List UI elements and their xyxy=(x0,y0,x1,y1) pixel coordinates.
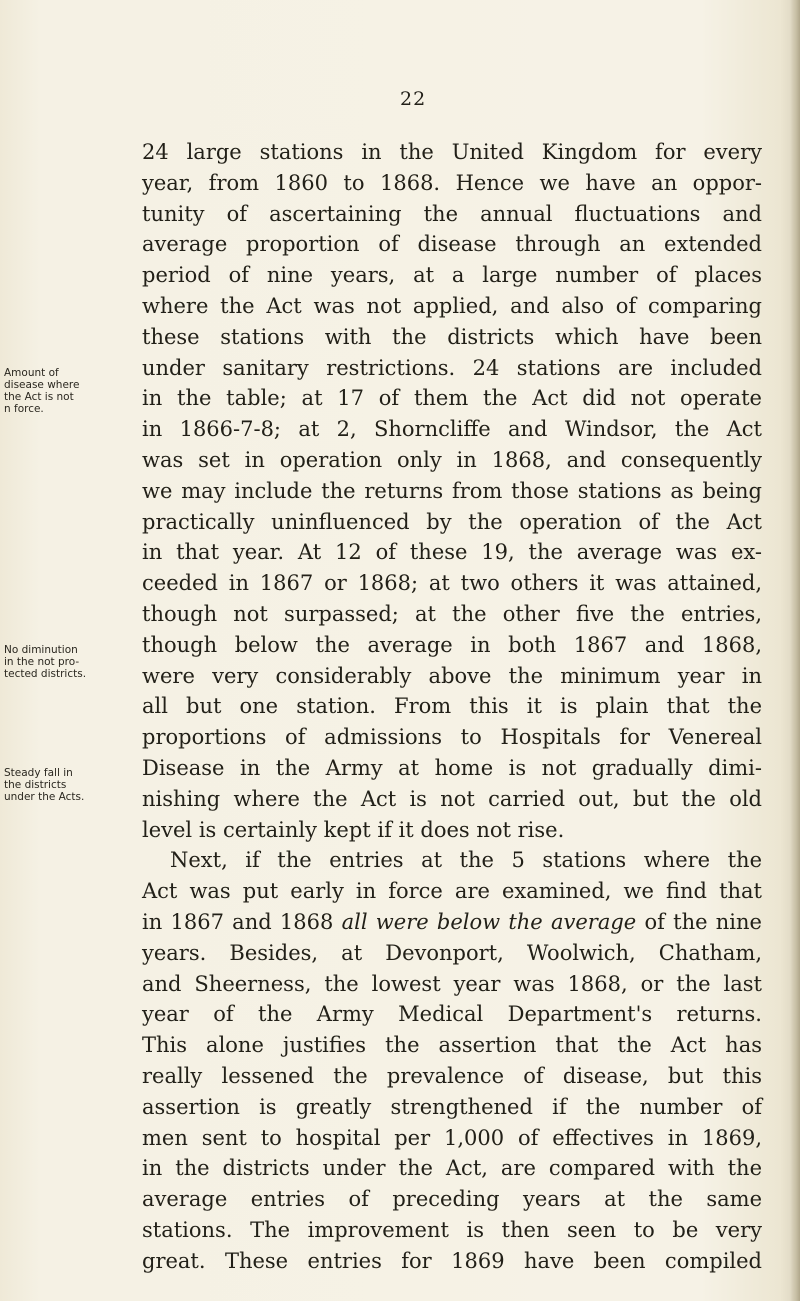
text-line: year of the Army Medical Department's returns. xyxy=(142,1002,762,1027)
margin-note-amount-of-disease xyxy=(4,367,114,415)
text-line: great. These entries for 1869 have been compiled xyxy=(142,1248,762,1273)
text-line: year, from 1860 to 1868. Hence we have an oppor- xyxy=(142,170,762,195)
margin-note-line: the Act is not xyxy=(4,391,74,403)
text-line: Next, if the entries at the 5 stations where the xyxy=(170,848,762,873)
margin-note-line: Steady fall in xyxy=(4,767,73,779)
text-line: 24 large stations in the United Kingdom for every xyxy=(142,140,762,164)
text-line: these stations with the districts which have been xyxy=(142,324,762,349)
text-line: all but one station. From this it is plain that the xyxy=(142,694,762,719)
text-line: years. Besides, at Devonport, Woolwich, Chatham, xyxy=(142,940,762,965)
italic-phrase: all were below the average xyxy=(341,909,637,934)
body-text xyxy=(142,137,762,1276)
text-line: though below the average in both 1867 and 1868, xyxy=(142,632,762,657)
text-fragment: in 1867 and 1868 xyxy=(142,909,334,934)
text-line: level is certainly kept if it does not rise. xyxy=(142,817,565,842)
margin-note-line: n force. xyxy=(4,403,44,415)
text-line: tunity of ascertaining the annual fluctuations and xyxy=(142,201,762,226)
text-fragment: of the nine xyxy=(644,909,762,934)
page-edge-shadow xyxy=(790,0,800,1301)
text-line: practically uninfluenced by the operation of the Act xyxy=(142,509,762,534)
text-line: in that year. At 12 of these 19, the average was ex- xyxy=(142,540,762,565)
margin-note-line: disease where xyxy=(4,379,80,391)
margin-note-line: tected districts. xyxy=(4,668,87,680)
text-line: stations. The improvement is then seen to be very xyxy=(142,1217,762,1242)
margin-note-line: in the not pro- xyxy=(4,656,80,668)
text-line: really lessened the prevalence of disease, but this xyxy=(142,1063,762,1088)
margin-note-line: Amount of xyxy=(4,367,59,379)
text-line: average proportion of disease through an extended xyxy=(142,232,762,257)
text-line: Act was put early in force are examined, we find that xyxy=(142,879,762,904)
text-line: in 1866-7-8; at 2, Shorncliffe and Windsor, the Act xyxy=(142,417,762,442)
margin-note-line: No diminution xyxy=(4,644,78,656)
text-line: Disease in the Army at home is not gradually dimi- xyxy=(142,755,762,780)
text-line: proportions of admissions to Hospitals for Venereal xyxy=(142,725,762,750)
text-line: and Sheerness, the lowest year was 1868, or the last xyxy=(142,971,762,996)
text-line: though not surpassed; at the other five the entries, xyxy=(142,601,762,626)
margin-note-line: the districts xyxy=(4,779,67,791)
text-line: were very considerably above the minimum year in xyxy=(142,663,762,688)
margin-note-no-diminution xyxy=(4,644,114,680)
text-line: in the districts under the Act, are compared with the xyxy=(142,1156,762,1181)
margin-note-line: under the Acts. xyxy=(4,791,85,803)
text-line: under sanitary restrictions. 24 stations are included xyxy=(142,355,762,380)
text-line: nishing where the Act is not carried out, but the old xyxy=(142,786,762,811)
text-line: assertion is greatly strengthened if the number of xyxy=(142,1094,762,1119)
text-line: where the Act was not applied, and also of comparing xyxy=(142,293,762,318)
text-line: we may include the returns from those stations as being xyxy=(142,478,762,503)
text-line: ceeded in 1867 or 1868; at two others it was attained, xyxy=(142,571,762,596)
text-line: was set in operation only in 1868, and consequently xyxy=(142,447,762,472)
text-line: average entries of preceding years at the same xyxy=(142,1187,762,1212)
margin-note-steady-fall xyxy=(4,767,114,803)
text-line: period of nine years, at a large number of places xyxy=(142,263,762,288)
text-line-mixed xyxy=(142,907,762,938)
text-line: in the table; at 17 of them the Act did not operate xyxy=(142,386,762,411)
page-number: 22 xyxy=(400,88,427,110)
text-line: This alone justifies the assertion that the Act has xyxy=(142,1033,762,1058)
text-line: men sent to hospital per 1,000 of effectives in 1869, xyxy=(142,1125,762,1150)
